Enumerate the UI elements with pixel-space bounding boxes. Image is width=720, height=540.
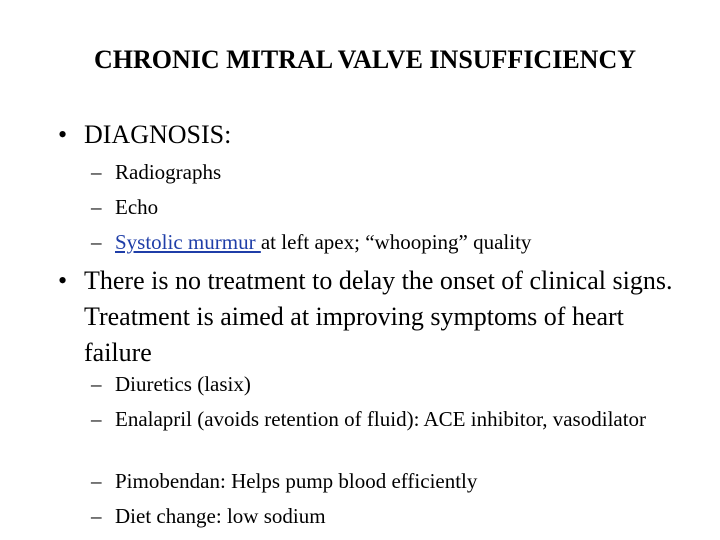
sub-bullet-diuretics	[91, 370, 651, 398]
sub-bullet-text: Diuretics (lasix)	[115, 372, 251, 396]
dash-marker: –	[91, 160, 102, 184]
sub-bullet-radiographs	[91, 158, 651, 186]
sub-bullet-echo	[91, 193, 651, 221]
dash-marker: –	[91, 407, 102, 431]
bullet-dot: •	[58, 266, 68, 295]
bullet-diagnosis-text: DIAGNOSIS:	[84, 120, 232, 149]
slide-title: CHRONIC MITRAL VALVE INSUFFICIENCY	[93, 45, 636, 74]
sub-bullet-enalapril	[91, 405, 651, 433]
dash-marker: –	[91, 230, 102, 254]
sub-bullet-pimobendan	[91, 467, 651, 495]
sub-bullet-text: at left apex; “whooping” quality	[260, 230, 532, 254]
sub-bullet-text: Pimobendan: Helps pump blood efficiently	[115, 469, 478, 493]
sub-bullet-text: Diet change: low sodium	[115, 504, 326, 528]
bullet-treatment	[58, 263, 678, 371]
bullet-treatment-text: There is no treatment to delay the onset of clinical signs. Treatment is aimed at improving symptoms of heart failure	[84, 266, 673, 367]
systolic-murmur-link[interactable]: Systolic murmur	[115, 230, 261, 254]
sub-bullet-text: Enalapril (avoids retention of fluid): ACE inhibitor, vasodilator	[115, 407, 647, 431]
dash-marker: –	[91, 372, 102, 396]
sub-bullet-diet	[91, 502, 651, 530]
dash-marker: –	[91, 195, 102, 219]
sub-bullet-text: Echo	[115, 195, 159, 219]
dash-marker: –	[91, 469, 102, 493]
bullet-diagnosis	[58, 117, 678, 153]
sub-bullet-text: Radiographs	[115, 160, 222, 184]
sub-bullet-systolic-murmur	[91, 228, 651, 256]
sub-bullet-line	[115, 228, 651, 256]
bullet-dot: •	[58, 120, 68, 149]
dash-marker: –	[91, 504, 102, 528]
